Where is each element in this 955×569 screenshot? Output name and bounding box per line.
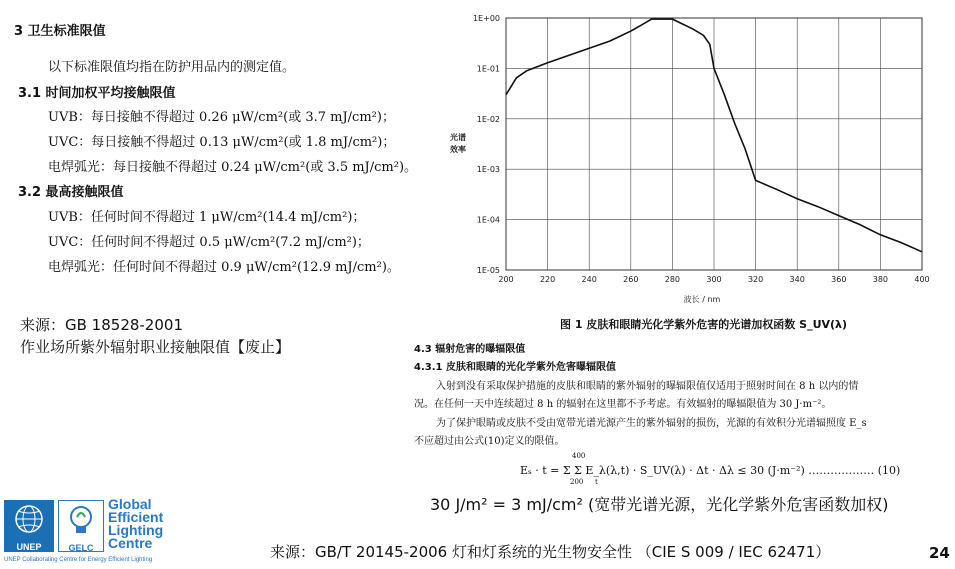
paragraph-2b: 不应超过由公式(10)定义的限值。 <box>414 436 565 447</box>
unep-label: UNEP <box>16 542 42 552</box>
x-tick-label: 280 <box>664 275 681 284</box>
exposure-formula: Eₛ · t = Σ Σ E_λ(λ,t) · S_UV(λ) · Δt · Δλ ≤ 30 (J·m⁻²) ……………… (10) <box>520 464 901 477</box>
source-gb18528: 来源：GB 18528-2001 <box>20 316 183 334</box>
section-3-title: 3 卫生标准限值 <box>14 24 106 39</box>
sum-upper-limit: 400 <box>572 452 586 460</box>
sum-lower-limit: 200 <box>570 478 584 486</box>
x-tick-label: 220 <box>539 275 556 284</box>
y-tick-labels <box>473 14 500 275</box>
globe-icon <box>4 500 54 538</box>
gelc-label: GELC <box>68 543 94 553</box>
twa-uvc-line: UVC：每日接触不得超过 0.13 μW/cm²(或 1.8 mJ/cm²)； <box>48 135 396 150</box>
x-tick-label: 300 <box>706 275 722 284</box>
x-axis-label: 波长 / nm <box>683 295 721 304</box>
source-gbt20145: 来源：GB/T 20145-2006 灯和灯系统的光生物安全性 （CIE S 009 / IEC 62471） <box>270 543 831 561</box>
max-arc-line: 电焊弧光：任何时间不得超过 0.9 μW/cm²(12.9 mJ/cm²)。 <box>48 260 400 275</box>
figure-caption: 图 1 皮肤和眼睛光化学紫外危害的光谱加权函数 S_UV(λ) <box>560 318 848 331</box>
section-4-3-1-title: 4.3.1 皮肤和眼睛的光化学紫外危害曝辐限值 <box>414 362 616 373</box>
y-tick-label: 1E-01 <box>476 64 500 74</box>
twa-arc-line: 电焊弧光：每日接触不得超过 0.24 μW/cm²(或 3.5 mJ/cm²)。 <box>48 160 418 175</box>
section-4-3-title: 4.3 辐射危害的曝辐限值 <box>414 344 526 355</box>
y-axis-label-2: 效率 <box>450 145 466 154</box>
x-tick-labels <box>498 275 929 284</box>
y-axis-label-1: 光谱 <box>450 133 466 142</box>
paragraph-1a: 入射到没有采取保护措施的皮肤和眼睛的紫外辐射的曝辐限值仅适用于照射时间在 8 h 以内的情 <box>436 381 859 392</box>
x-tick-label: 340 <box>789 275 805 284</box>
source-gb18528-title: 作业场所紫外辐射职业接触限值【废止】 <box>20 338 291 356</box>
exposure-conversion-note: 30 J/m² = 3 mJ/cm² (宽带光谱光源，光化学紫外危害函数加权) <box>430 495 889 514</box>
y-tick-label: 1E-02 <box>476 114 500 124</box>
x-tick-label: 240 <box>581 275 597 284</box>
unep-logo <box>4 500 54 552</box>
x-tick-label: 400 <box>914 275 930 284</box>
twa-uvb-line: UVB：每日接触不得超过 0.26 μW/cm²(或 3.7 mJ/cm²)； <box>48 110 395 125</box>
intro-text: 以下标准限值均指在防护用品内的测定值。 <box>48 60 296 75</box>
x-tick-label: 320 <box>747 275 764 284</box>
section-3-1-title: 3.1 时间加权平均接触限值 <box>18 86 176 101</box>
max-uvb-line: UVB：任何时间不得超过 1 μW/cm²(14.4 mJ/cm²)； <box>48 210 366 225</box>
y-tick-label: 1E-05 <box>476 266 500 275</box>
y-tick-label: 1E-03 <box>476 165 500 175</box>
collab-note: UNEP Collaborating Centre for Energy Efficient Lighting <box>4 557 153 563</box>
x-tick-label: 260 <box>623 275 639 284</box>
spectral-weighting-chart <box>440 6 940 306</box>
paragraph-1b: 况。在任何一天中连续超过 8 h 的辐射在这里都不予考虑。有效辐射的曝辐限值为 30 J·m⁻²。 <box>414 399 832 410</box>
y-tick-label: 1E+00 <box>472 14 500 23</box>
gelc-name-3: Lighting <box>108 522 164 538</box>
paragraph-2a: 为了保护眼睛或皮肤不受由宽带光谱光源产生的紫外辐射的损伤，光源的有效积分光谱辐照度 E_s <box>436 418 867 429</box>
gelc-name-2: Efficient <box>108 509 164 525</box>
sum-lower-limit-2: t <box>595 478 598 486</box>
max-uvc-line: UVC：任何时间不得超过 0.5 μW/cm²(7.2 mJ/cm²)； <box>48 235 370 250</box>
page-number: 24 <box>929 544 950 562</box>
section-3-2-title: 3.2 最高接触限值 <box>18 185 124 200</box>
gelc-logo <box>58 500 104 552</box>
gelc-name-1: Global <box>108 496 152 512</box>
x-tick-label: 200 <box>498 275 514 284</box>
y-tick-label: 1E-04 <box>476 215 500 225</box>
gelc-name-4: Centre <box>108 535 153 551</box>
x-tick-label: 380 <box>872 275 889 284</box>
x-tick-label: 360 <box>831 275 847 284</box>
lightbulb-icon <box>59 501 103 539</box>
